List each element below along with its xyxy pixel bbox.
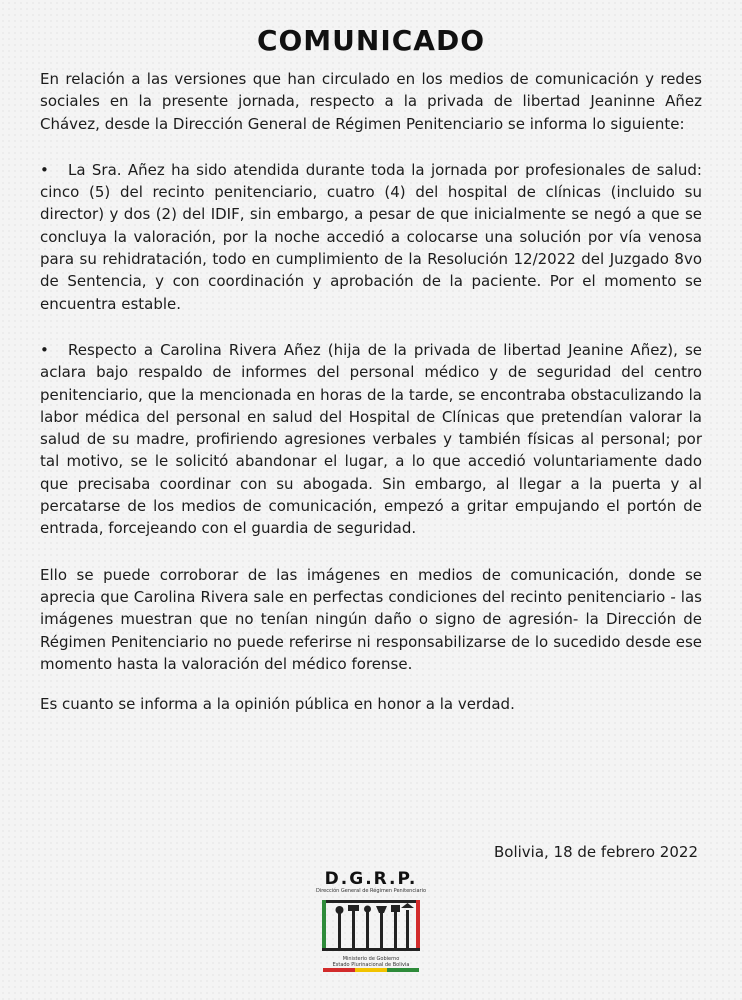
prison-bars-logo-icon [302, 894, 440, 956]
logo-acronym: D.G.R.P. [324, 869, 418, 889]
intro-paragraph: En relación a las versiones que han circulado en los medios de comunicación y redes sociales en la presente jornada, respecto a la privada de libertad Jeaninne Añez Chávez, desde la Dirección General de Régimen Penitenciario se informa lo siguiente: [40, 70, 702, 133]
document-page [40, 0, 702, 715]
bullet-paragraph-1 [40, 159, 702, 315]
document-title: COMUNICADO [256, 24, 486, 57]
logo-subtitle: Dirección General de Régimen Penitenciario [315, 888, 427, 894]
bullet-paragraph-2 [40, 339, 702, 540]
closing-paragraph: Es cuanto se informa a la opinión pública en honor a la verdad. [40, 695, 515, 714]
date-line: Bolivia, 18 de febrero 2022 [493, 843, 698, 861]
dgrp-logo [302, 869, 440, 985]
bullet-text-1: La Sra. Añez ha sido atendida durante toda la jornada por profesionales de salud: cinco (5) del recinto penitenciario, cuatro (4) del hospital de clínicas (incluido su director) y dos (2) del IDIF, sin embargo, a pesar de que inicialmente se negó a que se concluya la valoración, por la noche accedió a colocarse una solución por vía venosa para su rehidratación, todo en cumplimiento de la Resolución 12/2022 del Juzgado 8vo de Sentencia, y con coordinación y aprobación de la paciente. Por el momento se encuentra estable. [40, 160, 702, 313]
paragraph-3: Ello se puede corroborar de las imágenes en medios de comunicación, donde se aprecia que Carolina Rivera sale en perfectas condiciones del recinto penitenciario - las imágenes muestran que no tenían ningún daño o signo de agresión- la Dirección de Régimen Penitenciario no puede referirse ni responsabilizarse de lo sucedido desde ese momento hasta la valoración del médico forense. [40, 565, 702, 673]
bullet-marker: • [40, 160, 49, 179]
bullet-text-2: Respecto a Carolina Rivera Añez (hija de la privada de libertad Jeanine Añez), se aclara bajo respaldo de informes del personal médico y de seguridad del centro penitenciario, que la mencionada en horas de la tarde, se encontraba obstaculizando la labor médica del personal en salud del Hospital de Clínicas que pretendían valorar la salud de su madre, profiriendo agresiones verbales y también físicas al personal; por tal motivo, se le solicitó abandonar el lugar, a lo que accedió voluntariamente dado que precisaba coordinar con su abogada. Sin embargo, al llegar a la puerta y al percatarse de los medios de comunicación, empezó a gritar empujando el portón de entrada, forcejeando con el guardia de seguridad. [40, 340, 702, 538]
bullet-marker: • [40, 340, 49, 359]
logo-state: Estado Plurinacional de Bolivia [332, 962, 410, 968]
logo-ministry: Ministerio de Gobierno [342, 956, 400, 962]
bolivia-flag-stripe [323, 968, 419, 972]
